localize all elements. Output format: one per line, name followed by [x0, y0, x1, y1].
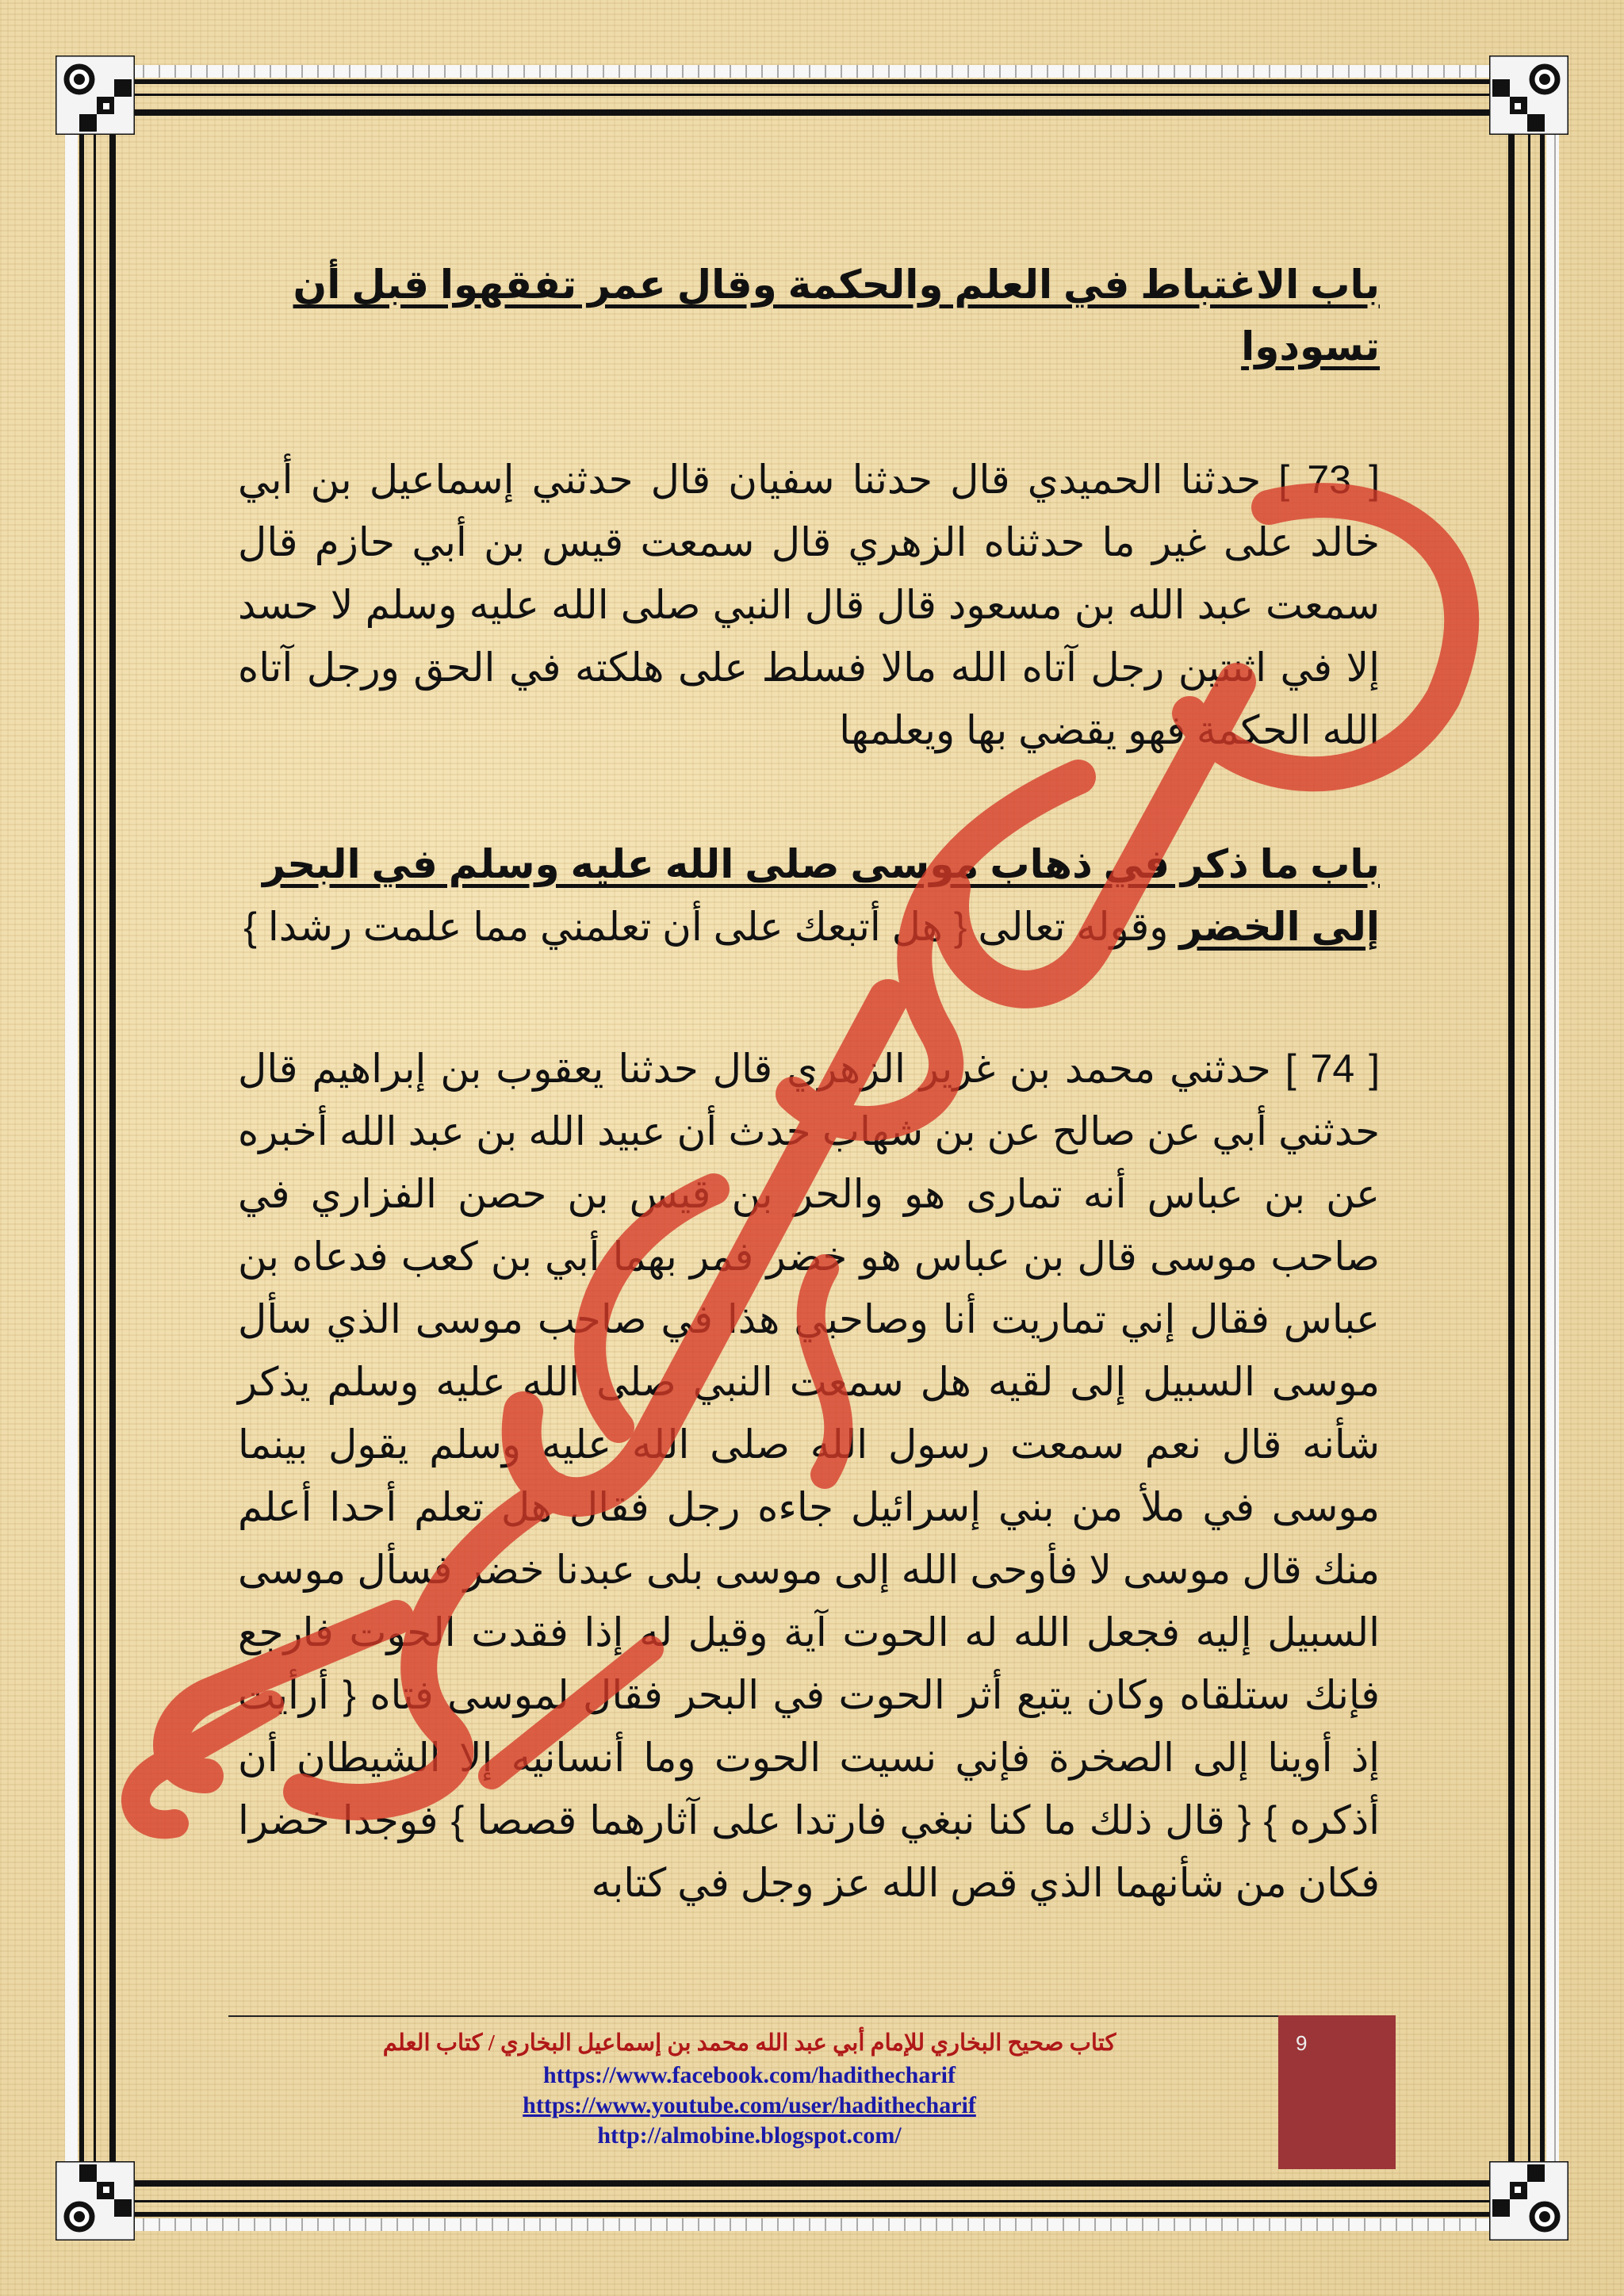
corner-ornament-icon: [1489, 55, 1568, 135]
page-number: 9: [1296, 2031, 1308, 2055]
page-content: [238, 254, 1380, 1915]
corner-ornament-icon: [56, 2161, 135, 2241]
chapter-heading-1: باب الاغتباط في العلم والحكمة وقال عمر تفقهوا قبل أن تسودوا: [293, 262, 1380, 369]
blog-link[interactable]: http://almobine.blogspot.com/: [597, 2122, 902, 2149]
footer-divider: [228, 2015, 1283, 2017]
youtube-link[interactable]: https://www.youtube.com/user/hadithecharif: [523, 2092, 976, 2118]
page-number-box: [1278, 2015, 1396, 2169]
chapter-heading-2-title: باب ما ذكر في ذهاب موسى صلى الله عليه وسلم في البحر إلى الخضر: [262, 842, 1380, 949]
corner-ornament-icon: [1489, 2161, 1568, 2241]
corner-ornament-icon: [56, 55, 135, 135]
footer-book-title: كتاب صحيح البخاري للإمام أبي عبد الله محمد بن إسماعيل البخاري / كتاب العلم: [382, 2030, 1116, 2056]
chapter-heading-2: [238, 833, 1380, 959]
hadith-73-text: [ 73 ] حدثنا الحميدي قال حدثنا سفيان قال حدثني إسماعيل بن أبي خالد على غير ما حدثناه الزهري قال سمعت قيس بن أبي حازم قال سمعت عبد الله بن مسعود قال قال النبي صلى الله عليه وسلم لا حسد إلا في اثنتين رجل آتاه الله مالا فسلط على هلكته في الحق ورجل آتاه الله الحكمة فهو يقضي بها ويعلمها: [238, 457, 1380, 752]
hadith-74-text: [ 74 ] حدثني محمد بن غرير الزهري قال حدثنا يعقوب بن إبراهيم قال حدثني أبي عن صالح عن بن شهاب حدث أن عبيد الله بن عبد الله أخبره عن بن عباس أنه تمارى هو والحر بن قيس بن حصن الفزاري في صاحب موسى قال بن عباس هو خضر فمر بهما أبي بن كعب فدعاه بن عباس فقال إني تماريت أنا وصاحبي هذا في صاحب موسى الذي سأل موسى السبيل إلى لقيه هل سمعت النبي صلى الله عليه وسلم يذكر شأنه قال نعم سمعت رسول الله صلى الله عليه وسلم يقول بينما موسى في ملأ من بني إسرائيل جاءه رجل فقال هل تعلم أحدا أعلم منك قال موسى لا فأوحى الله إلى موسى بلى عبدنا خضر فسأل موسى السبيل إليه فجعل الله له الحوت آية وقيل له إذا فقدت الحوت فارجع فإنك ستلقاه وكان يتبع أثر الحوت في البحر فقال لموسى فتاه { أرأيت إذ أوينا إلى الصخرة فإني نسيت الحوت وما أنسانيه إلا الشيطان أن أذكره } { قال ذلك ما كنا نبغي فارتدا على آثارهما قصصا } فوجدا خضرا فكان من شأنهما الذي قص الله عز وجل في كتابه: [238, 1047, 1380, 1905]
chapter-heading-2-verse: وقوله تعالى { هل أتبعك على أن تعلمني مما علمت رشدا }: [243, 905, 1180, 949]
footer: [238, 2026, 1261, 2151]
facebook-link[interactable]: https://www.facebook.com/hadithecharif: [543, 2062, 956, 2088]
